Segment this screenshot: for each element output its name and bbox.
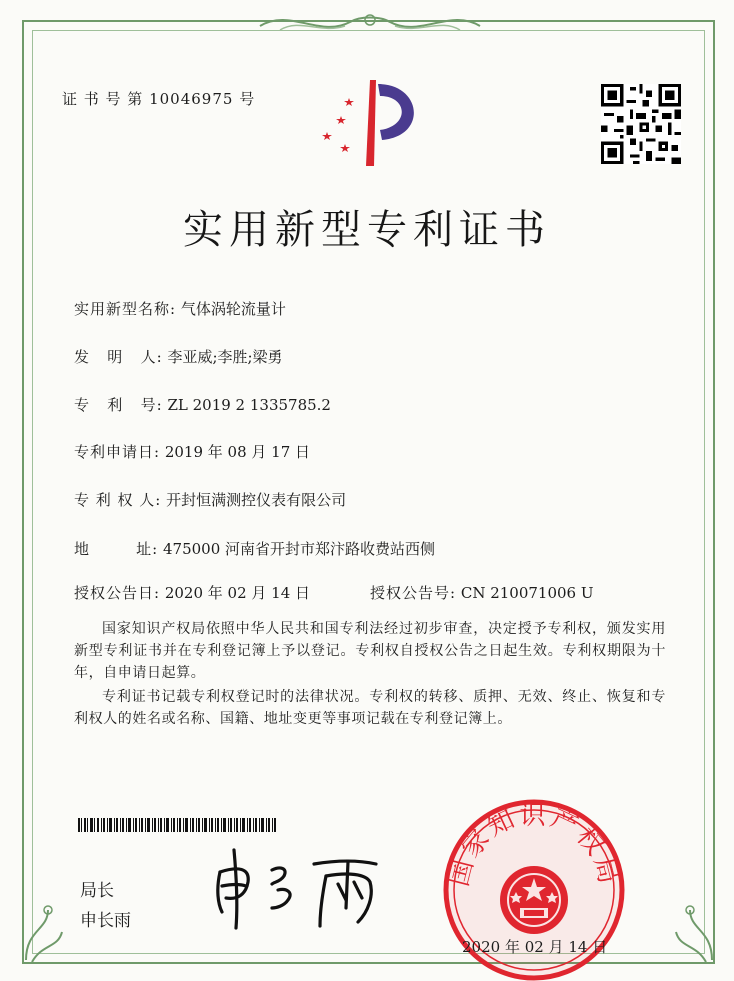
- address-value: 475000 河南省开封市郑汴路收费站西侧: [162, 540, 436, 558]
- patent-office-logo: [312, 74, 432, 170]
- certificate-title: 实用新型专利证书: [183, 207, 551, 253]
- certificate-number: 证 书 号 第 10046975 号: [62, 90, 256, 108]
- patentee-label: 专 利 权 人:: [74, 491, 162, 509]
- patentee-row: [74, 489, 346, 510]
- grant-date-value: 2020 年 02 月 14 日: [164, 584, 311, 602]
- address-row: [74, 538, 435, 559]
- qr-code: [601, 84, 681, 164]
- seal-text: 国家知识产权局: [444, 800, 624, 890]
- filing-date-label: 专利申请日:: [74, 443, 161, 461]
- grant-date-row: [74, 582, 310, 603]
- utility-model-name-row: [74, 298, 286, 319]
- inventor-value: 李亚威;李胜;梁勇: [167, 348, 283, 366]
- patent-number-row: [74, 394, 331, 415]
- inventor-label: 发 明 人:: [74, 348, 163, 366]
- bottom-right-ornament: [670, 900, 720, 970]
- signatory-title: 局长: [80, 881, 114, 901]
- filing-date-value: 2019 年 08 月 17 日: [164, 443, 311, 461]
- address-label: 地 址:: [74, 540, 159, 558]
- seal-date: 2020 年 02 月 14 日: [462, 938, 608, 956]
- grant-statement-paragraph: 国家知识产权局依照中华人民共和国专利法经过初步审查，决定授予专利权，颁发实用新型专利证书并在专利登记簿上予以登记。专利权自授权公告之日起生效。专利权期限为十年，自申请日起算。: [74, 621, 666, 681]
- legal-status-paragraph: 专利证书记载专利权登记时的法律状况。专利权的转移、质押、无效、终止、恢复和专利权人的姓名或名称、国籍、地址变更等事项记载在专利登记簿上。: [74, 689, 666, 727]
- inventor-row: [74, 346, 283, 367]
- grant-date-label: 授权公告日:: [74, 584, 161, 602]
- patentee-value: 开封恒满测控仪表有限公司: [166, 491, 347, 509]
- patent-number-label: 专 利 号:: [74, 396, 163, 414]
- grant-number-label: 授权公告号:: [370, 584, 457, 602]
- filing-date-row: [74, 441, 310, 462]
- handwritten-signature: [198, 842, 408, 932]
- grant-number-value: CN 210071006 U: [460, 584, 594, 602]
- bottom-left-ornament: [18, 900, 68, 970]
- barcode: [78, 818, 276, 832]
- utility-model-name-value: 气体涡轮流量计: [180, 300, 286, 318]
- patent-number-value: ZL 2019 2 1335785.2: [167, 396, 331, 414]
- top-ornament: [250, 8, 490, 40]
- national-emblem-icon: [500, 866, 568, 934]
- grant-number-row: [370, 582, 594, 603]
- signatory-name: 申长雨: [80, 911, 131, 931]
- utility-model-name-label: 实用新型名称:: [74, 300, 177, 318]
